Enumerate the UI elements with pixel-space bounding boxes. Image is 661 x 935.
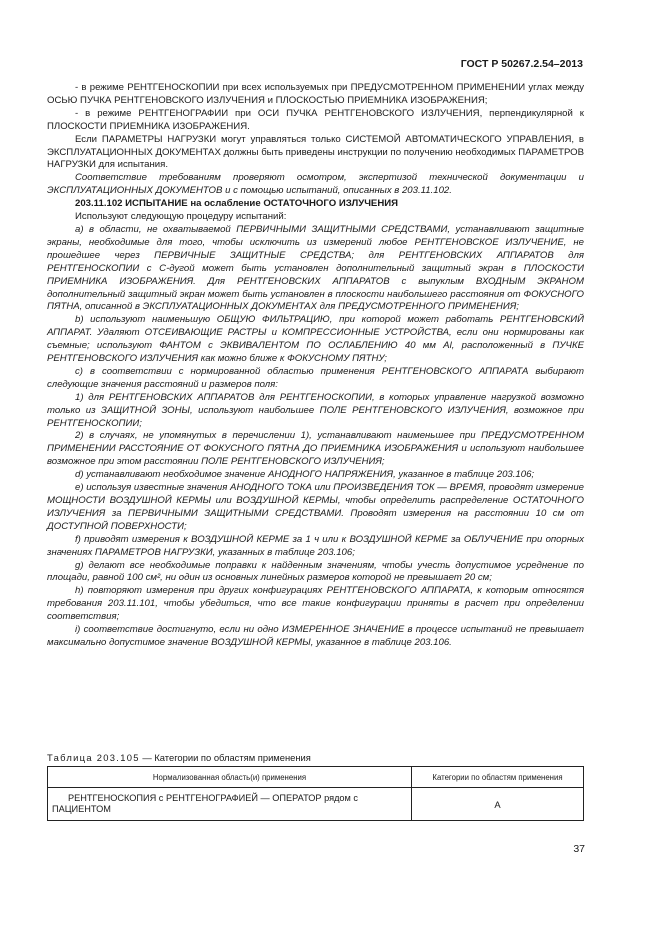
table-cell: РЕНТГЕНОСКОПИЯ с РЕНТГЕНОГРАФИЕЙ — ОПЕРАТОР рядом с ПАЦИЕНТОМ: [48, 788, 412, 821]
table-row: [48, 788, 584, 821]
body-text: [47, 82, 584, 650]
list-item-a: a) в области, не охватываемой ПЕРВИЧНЫМИ ЗАЩИТНЫМИ СРЕДСТВАМИ, устанавливают защитные экраны, необходимые для того, чтобы исключить из измерений любое РЕНТГЕНОВСКОЕ ИЗЛУЧЕНИЕ, не прошедшее через ПЕРВИЧНЫЕ ЗАЩИТНЫЕ СРЕДСТВА; для РЕНТГЕНОВСКИХ АППАРАТОВ для РЕНТГЕНОСКОПИИ с С-дугой может быть установлен дополнительный защитный экран в ПЛОСКОСТИ ПРИЕМНИКА ИЗОБРАЖЕНИЯ. Для РЕНТГЕНОВСКИХ АППАРАТОВ с выпуклым ВХОДНЫМ ЭКРАНОМ дополнительный защитный экран может быть установлен в плоскости наибольшего расстояния от ФОКУСНОГО ПЯТНА, описанной в ЭКСПЛУАТАЦИОННЫХ ДОКУМЕНТАХ для ПРЕДУСМОТРЕННОГО ПРИМЕНЕНИЯ;: [47, 223, 584, 313]
list-item-d: d) устанавливают необходимое значение АНОДНОГО НАПРЯЖЕНИЯ, указанное в таблице 203.106;: [75, 469, 535, 481]
list-item-c: c) в соответствии с нормированной областью применения РЕНТГЕНОВСКОГО АППАРАТА выбирают следующие значения расстояний и размеров поля:: [47, 365, 584, 390]
categories-table: [47, 766, 584, 821]
paragraph-radiography-mode: - в режиме РЕНТГЕНОГРАФИИ при ОСИ ПУЧКА РЕНТГЕНОВСКОГО ИЗЛУЧЕНИЯ, перпендикулярной к ПЛОСКОСТИ ПРИЕМНИКА ИЗОБРАЖЕНИЯ.: [47, 107, 584, 132]
page-number: 37: [573, 843, 585, 855]
paragraph-fluoroscopy-mode: - в режиме РЕНТГЕНОСКОПИИ при всех используемых при ПРЕДУСМОТРЕННОМ ПРИМЕНЕНИИ углах между ОСЬЮ ПУЧКА РЕНТГЕНОВСКОГО ИЗЛУЧЕНИЯ и ПЛОСКОСТЬЮ ПРИЕМНИКА ИЗОБРАЖЕНИЯ;: [47, 82, 584, 106]
list-item-b: b) используют наименьшую ОБЩУЮ ФИЛЬТРАЦИЮ, при которой может работать РЕНТГЕНОВСКИЙ АППАРАТ. Удаляют ОТСЕИВАЮЩИЕ РАСТРЫ и КОМПРЕССИОННЫЕ УСТРОЙСТВА, если они нормированы как съемные; используют ФАНТОМ с ЭКВИВАЛЕНТОМ ПО ОСЛАБЛЕНИЮ 40 мм Al, расположенный в ПУЧКЕ РЕНТГЕНОВСКОГО ИЗЛУЧЕНИЯ как можно ближе к ФОКУСНОМУ ПЯТНУ;: [47, 314, 584, 365]
table-header-row: [48, 767, 584, 788]
list-item-f: f) приводят измерения к ВОЗДУШНОЙ КЕРМЕ за 1 ч или к ВОЗДУШНОЙ КЕРМЕ за ОБЛУЧЕНИЕ при опорных значениях ПАРАМЕТРОВ НАГРУЗКИ, указанных в таблице 203.106;: [47, 533, 584, 558]
table-caption: [47, 752, 311, 763]
paragraph-procedure-intro: Используют следующую процедуру испытаний:: [75, 211, 287, 223]
list-item-i: i) соответствие достигнуто, если ни одно ИЗМЕРЕННОЕ ЗНАЧЕНИЕ в процессе испытаний не превышает максимально допустимое значение ВОЗДУШНОЙ КЕРМЫ, указанное в таблице 203.106.: [47, 624, 584, 648]
list-item-g: g) делают все необходимые поправки к найденным значениям, чтобы учесть допустимое усреднение по площади, равной 100 см², ни один из основных линейных размеров которой не превышает 20 см;: [47, 559, 584, 584]
list-item-e: e) используя известные значения АНОДНОГО ТОКА или ПРОИЗВЕДЕНИЯ ТОК — ВРЕМЯ, проводят измерение МОЩНОСТИ ВОЗДУШНОЙ КЕРМЫ или ВОЗДУШНОЙ КЕРМЫ, чтобы определить распределение ОСТАТОЧНОГО ИЗЛУЧЕНИЯ за ПЕРВИЧНЫМИ ЗАЩИТНЫМИ СРЕДСТВАМИ. Проводят измерения на расстоянии 10 см от ДОСТУПНОЙ ПОВЕРХНОСТИ;: [47, 482, 584, 532]
paragraph-load-parameters: Если ПАРАМЕТРЫ НАГРУЗКИ могут управляться только СИСТЕМОЙ АВТОМАТИЧЕСКОГО УПРАВЛЕНИЯ, в ЭКСПЛУАТАЦИОННЫХ ДОКУМЕНТАХ должны быть приведены инструкции по получению необходимых ПАРАМЕТРОВ НАГРУЗКИ для испытания.: [47, 133, 584, 171]
table-caption-text: — Категории по областям применения: [139, 752, 311, 763]
table-header-cell: Нормализованная область(и) применения: [48, 767, 412, 788]
list-item-h: h) повторяют измерения при других конфигурациях РЕНТГЕНОВСКОГО АППАРАТА, к которым относятся требования 203.11.101, чтобы убедиться, что все такие конфигурации приняты в расчет при определении соответствия;: [47, 585, 584, 623]
table-header-cell: Категории по областям применения: [412, 767, 584, 788]
section-heading: 203.11.102 ИСПЫТАНИЕ на ослабление ОСТАТОЧНОГО ИЗЛУЧЕНИЯ: [75, 198, 399, 210]
table-cell: A: [412, 788, 584, 821]
list-item-c1: 1) для РЕНТГЕНОВСКИХ АППАРАТОВ для РЕНТГЕНОСКОПИИ, в которых управление нагрузкой возможно только из ЗАЩИТНОЙ ЗОНЫ, используют наибольшее ПОЛЕ РЕНТГЕНОВСКОГО ИЗЛУЧЕНИЯ, возможное при РЕНТГЕНОСКОПИИ;: [47, 391, 584, 429]
document-id: ГОСТ Р 50267.2.54–2013: [460, 58, 583, 70]
paragraph-compliance-check: Соответствие требованиям проверяют осмотром, экспертизой технической документации и ЭКСПЛУАТАЦИОННЫХ ДОКУМЕНТОВ и с помощью испытаний, описанных в 203.11.102.: [47, 172, 584, 197]
list-item-c2: 2) в случаях, не упомянутых в перечислении 1), устанавливают наименьшее при ПРЕДУСМОТРЕННОМ ПРИМЕНЕНИИ РАССТОЯНИЕ ОТ ФОКУСНОГО ПЯТНА ДО ПРИЕМНИКА ИЗОБРАЖЕНИЯ и используют наибольшее возможное при этом расстоянии ПОЛЕ РЕНТГЕНОВСКОГО ИЗЛУЧЕНИЯ;: [47, 430, 584, 468]
table-caption-label: Таблица 203.105: [47, 752, 140, 763]
